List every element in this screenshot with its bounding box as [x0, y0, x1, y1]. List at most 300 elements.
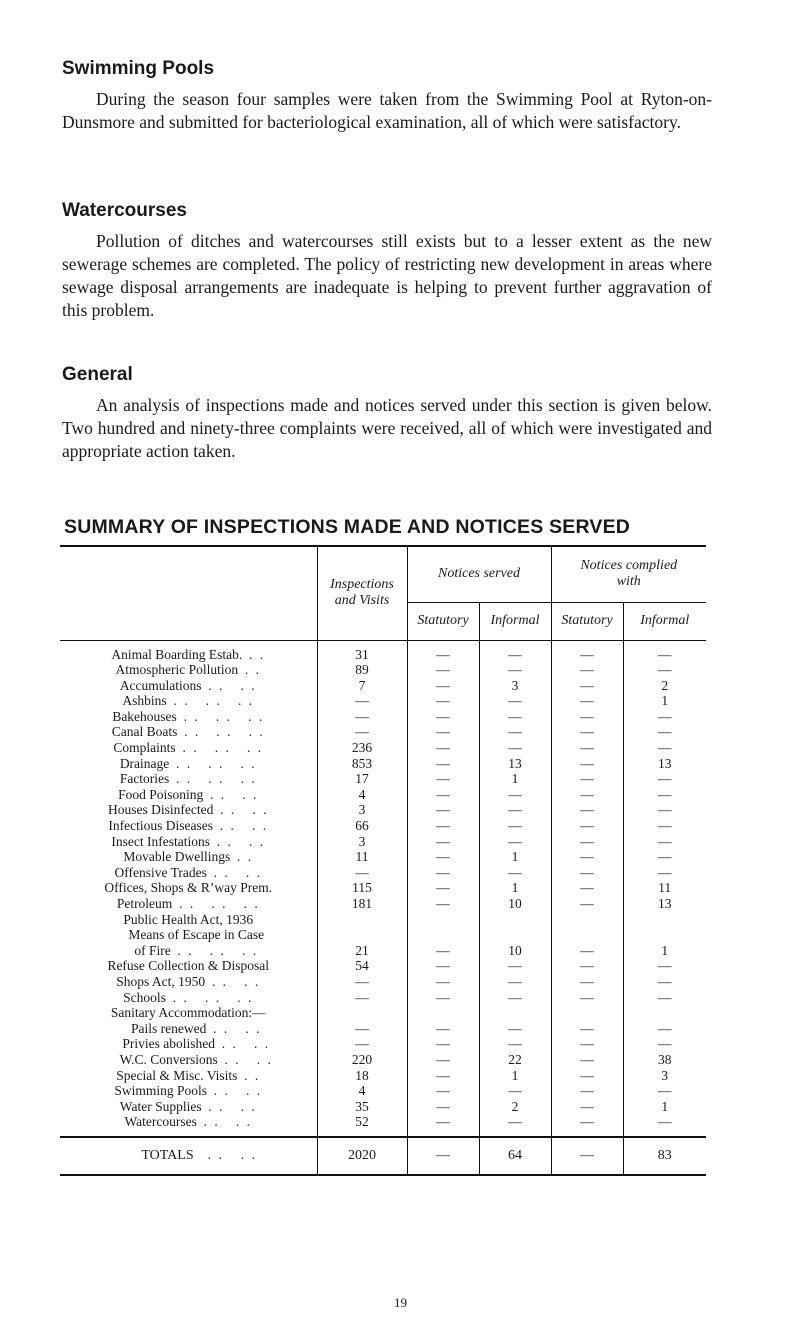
- cell-inspections: 54: [317, 958, 407, 974]
- cell-served-statutory: —: [407, 849, 479, 865]
- cell-inspections: 31: [317, 640, 407, 662]
- row-label: [60, 880, 317, 896]
- totals-complied-statutory: —: [551, 1137, 623, 1175]
- summary-title: SUMMARY OF INSPECTIONS MADE AND NOTICES SERVED: [64, 516, 631, 538]
- row-label: [60, 1068, 317, 1084]
- cell-served-statutory: —: [407, 802, 479, 818]
- cell-inspections: 181: [317, 896, 407, 912]
- row-label-text: Canal Boats: [111, 724, 178, 740]
- row-leader-dots: . . . . . .: [179, 896, 260, 911]
- row-label-text: of Fire: [134, 942, 171, 958]
- header-complied-statutory: Statutory: [551, 602, 623, 640]
- row-label-text: Drainage: [119, 755, 170, 771]
- row-label-text: Public Health Act, 1936: [123, 911, 254, 927]
- row-leader-dots: . .: [244, 1067, 261, 1083]
- cell-inspections: [317, 912, 407, 928]
- cell-inspections: —: [317, 724, 407, 740]
- general-text: An analysis of inspections made and notices served under this section is given below. Two hundred and ninety-three complaints were received, all of which were investigated and appropriate action taken.: [62, 395, 712, 461]
- cell-complied-informal: 13: [623, 756, 706, 772]
- cell-complied-statutory: —: [551, 693, 623, 709]
- row-label-text: Means of Escape in Case: [128, 927, 265, 943]
- cell-complied-statutory: —: [551, 896, 623, 912]
- cell-inspections: 66: [317, 818, 407, 834]
- row-leader-dots: . .: [237, 849, 254, 865]
- cell-served-statutory: [407, 1005, 479, 1021]
- table-row: [60, 912, 706, 928]
- table-row: [60, 709, 706, 725]
- cell-served-statutory: —: [407, 943, 479, 959]
- row-label-text: Privies abolished: [122, 1036, 215, 1052]
- watercourses-title: Watercourses: [62, 200, 187, 221]
- table-row: [60, 990, 706, 1006]
- cell-complied-informal: [623, 912, 706, 928]
- row-label-text: Complaints: [113, 740, 176, 756]
- cell-inspections: 18: [317, 1068, 407, 1084]
- row-leader-dots: . . . . . .: [182, 740, 264, 756]
- table-row: [60, 802, 706, 818]
- cell-complied-statutory: —: [551, 724, 623, 740]
- cell-served-informal: 13: [479, 756, 551, 772]
- table-row: [60, 927, 706, 943]
- row-label: [60, 662, 317, 678]
- cell-served-statutory: —: [407, 724, 479, 740]
- row-leader-dots: . . . . . .: [183, 708, 265, 724]
- row-label-text: Special & Misc. Visits: [116, 1067, 238, 1083]
- cell-complied-statutory: —: [551, 958, 623, 974]
- row-label: [60, 834, 317, 850]
- row-leader-dots: . . . . . .: [176, 755, 257, 771]
- row-leader-dots: . . . . . .: [173, 693, 255, 709]
- cell-inspections: —: [317, 990, 407, 1006]
- cell-inspections: 4: [317, 787, 407, 803]
- cell-complied-statutory: —: [551, 1068, 623, 1084]
- row-leader-dots: . . . .: [203, 1114, 252, 1130]
- cell-complied-informal: —: [623, 1021, 706, 1037]
- header-complied-informal: Informal: [623, 602, 706, 640]
- row-leader-dots: . . . .: [220, 802, 269, 818]
- row-label: [60, 802, 317, 818]
- row-label: [60, 1052, 317, 1068]
- cell-served-statutory: —: [407, 756, 479, 772]
- cell-served-statutory: —: [407, 1021, 479, 1037]
- row-label-text: Swimming Pools: [114, 1083, 208, 1099]
- table-row: [60, 1068, 706, 1084]
- table-row: [60, 662, 706, 678]
- totals-label: [60, 1137, 317, 1175]
- row-label: [60, 1005, 317, 1021]
- row-label-text: W.C. Conversions: [119, 1051, 218, 1067]
- row-label: [60, 1021, 317, 1037]
- cell-complied-informal: 13: [623, 896, 706, 912]
- cell-complied-informal: —: [623, 849, 706, 865]
- cell-complied-statutory: —: [551, 787, 623, 803]
- row-label-text: Pails renewed: [131, 1020, 207, 1036]
- table-row: [60, 740, 706, 756]
- row-label: [60, 927, 317, 943]
- cell-complied-informal: —: [623, 974, 706, 990]
- row-label-text: Insect Infestations: [111, 833, 210, 849]
- cell-complied-statutory: —: [551, 771, 623, 787]
- cell-served-statutory: —: [407, 1052, 479, 1068]
- row-label: [60, 740, 317, 756]
- table-row: [60, 1099, 706, 1115]
- cell-inspections: 4: [317, 1083, 407, 1099]
- row-label: [60, 693, 317, 709]
- cell-served-informal: 1: [479, 1068, 551, 1084]
- cell-served-informal: 1: [479, 849, 551, 865]
- row-label: [60, 912, 317, 928]
- cell-served-statutory: —: [407, 1099, 479, 1115]
- cell-served-informal: —: [479, 724, 551, 740]
- cell-complied-informal: —: [623, 640, 706, 662]
- row-label: [60, 724, 317, 740]
- row-label-text: Bakehouses: [112, 708, 177, 724]
- table-row: [60, 974, 706, 990]
- table-row: [60, 880, 706, 896]
- row-label-text: Offices, Shops & R’way Prem.: [104, 880, 273, 896]
- row-label-text: Food Poisoning: [118, 786, 204, 802]
- cell-complied-statutory: —: [551, 834, 623, 850]
- cell-complied-informal: 3: [623, 1068, 706, 1084]
- cell-served-statutory: —: [407, 787, 479, 803]
- row-label-text: Refuse Collection & Disposal: [107, 958, 270, 974]
- cell-complied-statutory: —: [551, 849, 623, 865]
- cell-inspections: 853: [317, 756, 407, 772]
- row-label-text: Accumulations: [119, 677, 202, 693]
- cell-complied-statutory: —: [551, 865, 623, 881]
- cell-served-informal: [479, 1005, 551, 1021]
- cell-complied-statutory: —: [551, 818, 623, 834]
- cell-complied-informal: —: [623, 990, 706, 1006]
- table-row: [60, 834, 706, 850]
- row-leader-dots: . .: [244, 662, 261, 678]
- totals-complied-informal: 83: [623, 1137, 706, 1175]
- page-number: 19: [394, 1295, 407, 1310]
- summary-body: [60, 640, 706, 1137]
- row-leader-dots: . . . . . .: [184, 724, 265, 740]
- cell-served-informal: 10: [479, 896, 551, 912]
- row-leader-dots: . . . .: [213, 1083, 263, 1099]
- table-row: [60, 849, 706, 865]
- row-label-text: Petroleum: [116, 896, 173, 911]
- row-leader-dots: . . . .: [213, 864, 262, 880]
- cell-inspections: 3: [317, 802, 407, 818]
- row-label: [60, 1083, 317, 1099]
- row-leader-dots: . . . .: [213, 1020, 262, 1036]
- cell-served-statutory: —: [407, 1083, 479, 1099]
- cell-inspections: [317, 927, 407, 943]
- cell-served-informal: —: [479, 974, 551, 990]
- cell-served-informal: —: [479, 958, 551, 974]
- header-inspections: Inspections and Visits: [317, 546, 407, 640]
- cell-served-informal: —: [479, 662, 551, 678]
- table-row: [60, 787, 706, 803]
- cell-complied-informal: —: [623, 1083, 706, 1099]
- cell-inspections: 52: [317, 1114, 407, 1137]
- row-leader-dots: . . . .: [221, 1036, 271, 1052]
- cell-served-statutory: —: [407, 865, 479, 881]
- swimming-text: During the season four samples were taken from the Swimming Pool at Ryton-on-Dunsmore and submitted for bacteriological examination, all of which were satisfactory.: [62, 89, 712, 132]
- cell-complied-statutory: —: [551, 1021, 623, 1037]
- row-leader-dots: . . . . . .: [176, 771, 257, 787]
- cell-served-informal: —: [479, 1036, 551, 1052]
- cell-complied-informal: —: [623, 771, 706, 787]
- row-label: [60, 771, 317, 787]
- table-row: [60, 1005, 706, 1021]
- cell-served-informal: —: [479, 834, 551, 850]
- table-row: [60, 958, 706, 974]
- row-label: [60, 709, 317, 725]
- cell-complied-statutory: —: [551, 678, 623, 694]
- cell-served-statutory: [407, 927, 479, 943]
- row-label: [60, 896, 317, 912]
- cell-complied-informal: —: [623, 802, 706, 818]
- row-label: [60, 865, 317, 881]
- cell-served-statutory: —: [407, 1036, 479, 1052]
- row-label: [60, 640, 317, 662]
- cell-complied-statutory: —: [551, 640, 623, 662]
- cell-complied-informal: 38: [623, 1052, 706, 1068]
- cell-complied-statutory: —: [551, 1052, 623, 1068]
- cell-complied-statutory: —: [551, 990, 623, 1006]
- table-row: [60, 943, 706, 959]
- row-leader-dots: . . . . . .: [177, 942, 259, 958]
- row-label-text: Water Supplies: [119, 1098, 202, 1114]
- cell-complied-statutory: —: [551, 974, 623, 990]
- row-label: [60, 756, 317, 772]
- cell-served-informal: 3: [479, 678, 551, 694]
- table-row: [60, 693, 706, 709]
- row-label-text: Schools: [123, 989, 166, 1005]
- row-leader-dots: . . . .: [211, 973, 261, 989]
- row-label-text: Factories: [119, 771, 170, 787]
- row-label-text: Offensive Trades: [114, 864, 207, 880]
- cell-served-statutory: —: [407, 990, 479, 1006]
- summary-table: [60, 545, 706, 1176]
- cell-inspections: 115: [317, 880, 407, 896]
- cell-served-informal: 2: [479, 1099, 551, 1115]
- table-row: [60, 756, 706, 772]
- table-row: [60, 1052, 706, 1068]
- row-label-text: Shops Act, 1950: [116, 973, 206, 989]
- totals-row: [60, 1137, 706, 1175]
- cell-inspections: 220: [317, 1052, 407, 1068]
- cell-served-statutory: —: [407, 1114, 479, 1137]
- header-notices-complied: Notices complied with: [551, 546, 706, 602]
- cell-complied-statutory: —: [551, 1083, 623, 1099]
- totals-served-informal: 64: [479, 1137, 551, 1175]
- row-label-text: Infectious Diseases: [108, 818, 213, 834]
- row-label-text: Ashbins: [122, 693, 167, 709]
- cell-complied-informal: —: [623, 740, 706, 756]
- totals-dots: . . . .: [207, 1147, 258, 1163]
- cell-complied-informal: —: [623, 834, 706, 850]
- table-row: [60, 896, 706, 912]
- cell-complied-informal: —: [623, 1036, 706, 1052]
- watercourses-text: Pollution of ditches and watercourses still exists but to a lesser extent as the new sewerage schemes are completed. The policy of restricting new development in areas where sewage disposal arrangements are inadequate is helping to prevent further aggravation of this problem.: [62, 231, 712, 320]
- cell-served-statutory: —: [407, 1068, 479, 1084]
- cell-served-informal: —: [479, 1114, 551, 1137]
- cell-served-informal: —: [479, 787, 551, 803]
- totals-label-text: TOTALS: [141, 1147, 194, 1163]
- cell-served-informal: —: [479, 990, 551, 1006]
- row-label: [60, 849, 317, 865]
- cell-complied-informal: —: [623, 958, 706, 974]
- row-leader-dots: . . . .: [208, 677, 257, 693]
- table-row: [60, 640, 706, 662]
- cell-complied-statutory: —: [551, 709, 623, 725]
- cell-inspections: —: [317, 1021, 407, 1037]
- cell-served-informal: 10: [479, 943, 551, 959]
- cell-complied-statutory: —: [551, 756, 623, 772]
- cell-served-statutory: [407, 912, 479, 928]
- cell-complied-informal: 1: [623, 693, 706, 709]
- row-leader-dots: . . . . . .: [172, 989, 254, 1005]
- row-label: [60, 974, 317, 990]
- cell-complied-informal: [623, 927, 706, 943]
- cell-served-informal: 1: [479, 880, 551, 896]
- cell-complied-statutory: —: [551, 1114, 623, 1137]
- cell-served-informal: —: [479, 740, 551, 756]
- header-served-informal: Informal: [479, 602, 551, 640]
- cell-inspections: 17: [317, 771, 407, 787]
- cell-complied-statutory: [551, 927, 623, 943]
- cell-served-statutory: —: [407, 880, 479, 896]
- cell-served-informal: —: [479, 693, 551, 709]
- cell-complied-informal: —: [623, 662, 706, 678]
- cell-inspections: 7: [317, 678, 407, 694]
- cell-complied-informal: —: [623, 709, 706, 725]
- row-label: [60, 990, 317, 1006]
- row-label-text: Movable Dwellings: [123, 849, 231, 865]
- cell-complied-statutory: —: [551, 662, 623, 678]
- cell-complied-informal: [623, 1005, 706, 1021]
- cell-inspections: 236: [317, 740, 407, 756]
- cell-complied-statutory: —: [551, 880, 623, 896]
- cell-complied-informal: —: [623, 1114, 706, 1137]
- row-label-text: Animal Boarding Estab.: [111, 646, 243, 662]
- totals-inspections: 2020: [317, 1137, 407, 1175]
- row-label-text: Watercourses: [124, 1114, 197, 1130]
- row-leader-dots: . . . .: [216, 833, 266, 849]
- table-row: [60, 1083, 706, 1099]
- row-label: [60, 958, 317, 974]
- cell-served-statutory: —: [407, 740, 479, 756]
- header-served-statutory: Statutory: [407, 602, 479, 640]
- cell-served-informal: —: [479, 818, 551, 834]
- cell-served-statutory: —: [407, 818, 479, 834]
- cell-inspections: —: [317, 865, 407, 881]
- cell-complied-statutory: —: [551, 943, 623, 959]
- cell-complied-informal: —: [623, 724, 706, 740]
- cell-inspections: 3: [317, 834, 407, 850]
- cell-inspections: —: [317, 974, 407, 990]
- cell-complied-statutory: —: [551, 802, 623, 818]
- cell-inspections: [317, 1005, 407, 1021]
- cell-complied-statutory: [551, 912, 623, 928]
- header-blank: [60, 546, 317, 640]
- cell-served-statutory: —: [407, 958, 479, 974]
- row-label: [60, 787, 317, 803]
- cell-served-informal: —: [479, 865, 551, 881]
- cell-inspections: 35: [317, 1099, 407, 1115]
- cell-served-statutory: —: [407, 693, 479, 709]
- cell-served-informal: —: [479, 1021, 551, 1037]
- cell-inspections: —: [317, 709, 407, 725]
- cell-inspections: —: [317, 693, 407, 709]
- row-leader-dots: . . . .: [210, 786, 259, 802]
- cell-served-statutory: —: [407, 834, 479, 850]
- table-row: [60, 678, 706, 694]
- cell-complied-informal: 2: [623, 678, 706, 694]
- row-leader-dots: . . . .: [208, 1098, 257, 1114]
- row-label: [60, 1114, 317, 1137]
- row-leader-dots: . . . .: [219, 818, 269, 834]
- cell-served-statutory: —: [407, 678, 479, 694]
- cell-complied-informal: 11: [623, 880, 706, 896]
- cell-served-statutory: —: [407, 896, 479, 912]
- cell-complied-informal: —: [623, 818, 706, 834]
- table-row: [60, 1021, 706, 1037]
- general-title: General: [62, 364, 133, 385]
- row-label-text: Sanitary Accommodation:—: [110, 1005, 266, 1021]
- header-notices-served: Notices served: [407, 546, 551, 602]
- row-label: [60, 1099, 317, 1115]
- totals-served-statutory: —: [407, 1137, 479, 1175]
- cell-complied-statutory: [551, 1005, 623, 1021]
- table-row: [60, 771, 706, 787]
- row-label-text: Atmospheric Pollution: [115, 662, 239, 678]
- row-label: [60, 818, 317, 834]
- cell-complied-statutory: —: [551, 1099, 623, 1115]
- table-row: [60, 1114, 706, 1137]
- row-label-text: Houses Disinfected: [108, 802, 214, 818]
- swimming-title: Swimming Pools: [62, 58, 215, 79]
- cell-served-informal: —: [479, 1083, 551, 1099]
- cell-served-informal: 1: [479, 771, 551, 787]
- cell-inspections: —: [317, 1036, 407, 1052]
- table-row: [60, 1036, 706, 1052]
- cell-served-informal: —: [479, 640, 551, 662]
- row-leader-dots: . . . .: [224, 1051, 273, 1067]
- cell-served-informal: [479, 912, 551, 928]
- cell-complied-informal: —: [623, 865, 706, 881]
- cell-complied-statutory: —: [551, 740, 623, 756]
- row-label: [60, 943, 317, 959]
- table-row: [60, 865, 706, 881]
- cell-inspections: 89: [317, 662, 407, 678]
- cell-served-statutory: —: [407, 662, 479, 678]
- cell-complied-statutory: —: [551, 1036, 623, 1052]
- cell-served-statutory: —: [407, 709, 479, 725]
- cell-complied-informal: —: [623, 787, 706, 803]
- cell-served-informal: [479, 927, 551, 943]
- row-label: [60, 678, 317, 694]
- cell-complied-informal: 1: [623, 943, 706, 959]
- cell-served-informal: 22: [479, 1052, 551, 1068]
- cell-served-statutory: —: [407, 974, 479, 990]
- cell-served-statutory: —: [407, 771, 479, 787]
- cell-served-statutory: —: [407, 640, 479, 662]
- table-row: [60, 818, 706, 834]
- row-label: [60, 1036, 317, 1052]
- cell-served-informal: —: [479, 802, 551, 818]
- cell-complied-informal: 1: [623, 1099, 706, 1115]
- cell-inspections: 21: [317, 943, 407, 959]
- row-leader-dots: . .: [248, 646, 266, 662]
- cell-served-informal: —: [479, 709, 551, 725]
- table-row: [60, 724, 706, 740]
